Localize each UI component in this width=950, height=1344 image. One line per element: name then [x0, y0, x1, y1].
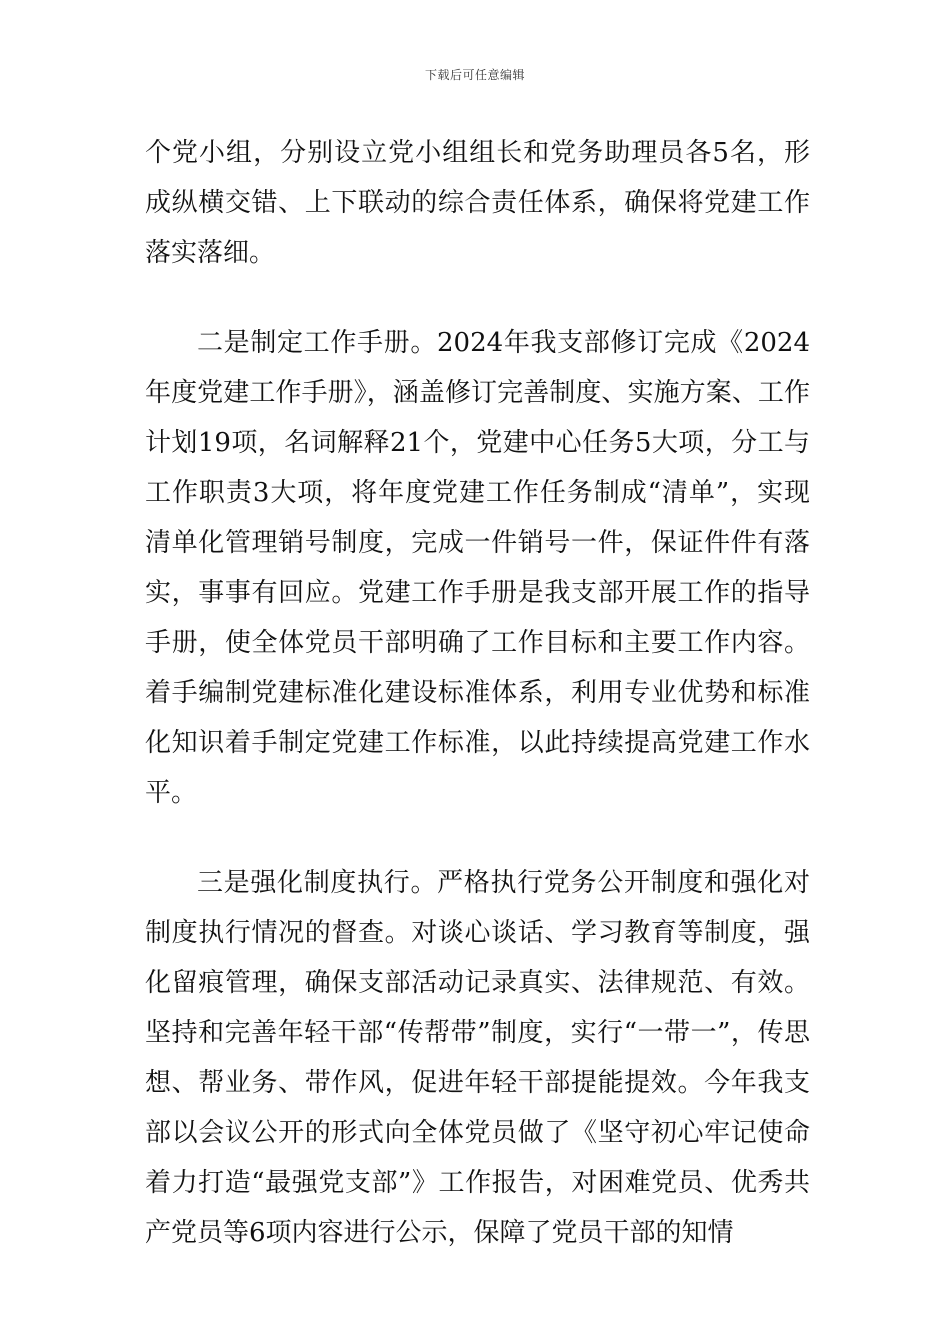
document-body	[145, 128, 810, 1258]
paragraph-system-execution: 三是强化制度执行。严格执行党务公开制度和强化对制度执行情况的督查。对谈心谈话、学习教育等制度，强化留痕管理，确保支部活动记录真实、法律规范、有效。坚持和完善年轻干部“传帮带”制度，实行“一带一”，传思想、帮业务、带作风，促进年轻干部提能提效。今年我支部以会议公开的形式向全体党员做了《坚守初心牢记使命着力打造“最强党支部”》工作报告，对困难党员、优秀共产党员等6项内容进行公示，保障了党员干部的知情	[145, 868, 810, 1248]
paragraph-work-manual: 二是制定工作手册。2024年我支部修订完成《2024年度党建工作手册》，涵盖修订完善制度、实施方案、工作计划19项，名词解释21个，党建中心任务5大项，分工与工作职责3大项，将年度党建工作任务制成“清单”，实现清单化管理销号制度，完成一件销号一件，保证件件有落实，事事有回应。党建工作手册是我支部开展工作的指导手册，使全体党员干部明确了工作目标和主要工作内容。着手编制党建标准化建设标准体系，利用专业优势和标准化知识着手制定党建工作标准，以此持续提高党建工作水平。	[145, 328, 810, 808]
page-header-note: 下载后可任意编辑	[424, 68, 525, 82]
paragraph-continuation: 个党小组，分别设立党小组组长和党务助理员各5名，形成纵横交错、上下联动的综合责任体系，确保将党建工作落实落细。	[145, 138, 810, 268]
